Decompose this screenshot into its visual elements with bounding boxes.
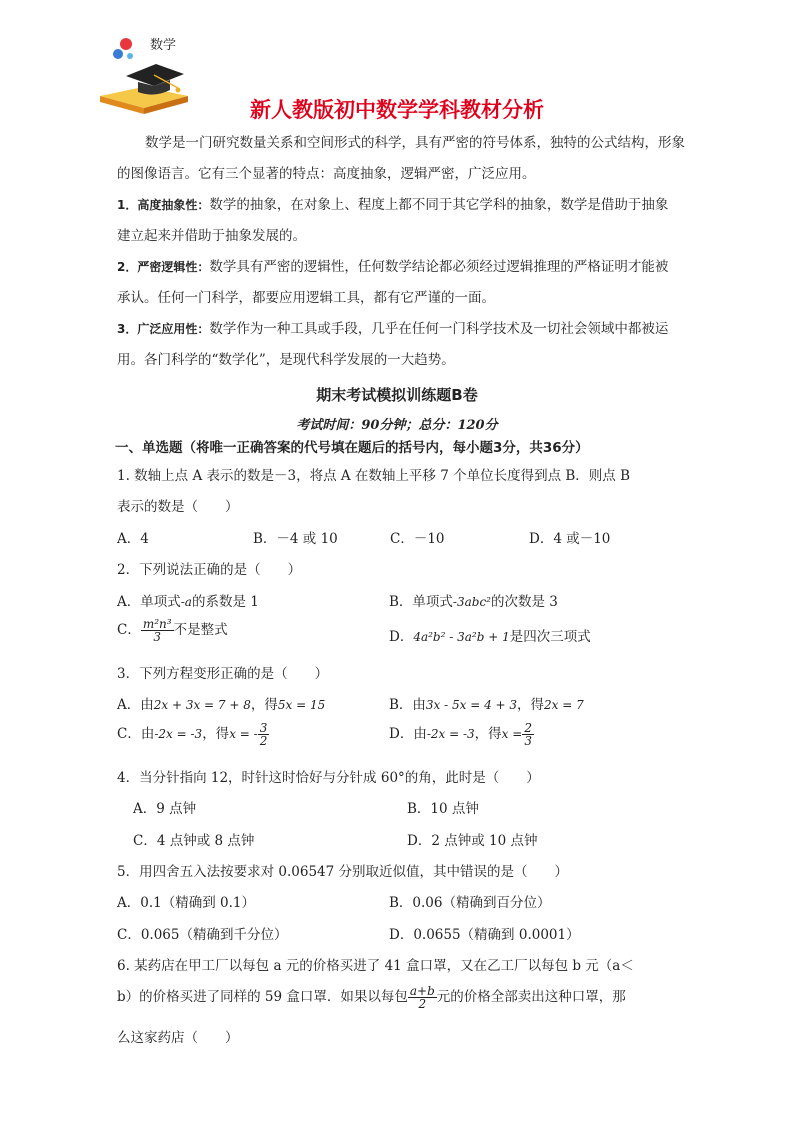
q2c-post: 不是整式 [173,622,228,638]
q2c-pre: C． [117,622,141,638]
q2a-math: -a [180,595,192,609]
q3b-pre: B．由 [389,697,426,713]
question-1-cont: 表示的数是（ ） [117,499,239,515]
feature-2-text: 数学具有严密的逻辑性，任何数学结论都必须经过逻辑推理的严格证明才能被 [209,259,669,275]
q3d-math: -2x = -3 [426,727,475,741]
question-5: 5．用四舍五入法按要求对 0.06547 分别取近似值，其中错误的是（ ） [117,864,568,880]
feature-3-head: 3．广泛应用性： [117,322,210,336]
question-3: 3．下列方程变形正确的是（ ） [117,666,329,682]
q3-option-d [389,722,534,747]
page-title: 新人教版初中数学学科教材分析 [250,98,544,122]
q5-option-d: D．0.0655（精确到 0.0001） [389,927,580,943]
q1-option-a: A．4 [117,531,149,547]
feature-1-head: 1．高度抽象性： [117,198,210,212]
q3b-mid: ，得 [517,697,545,713]
q3d-res: x = [501,727,523,741]
q3-option-a [117,693,325,713]
q3a-res: 5x = 15 [277,698,326,712]
q2b-math: -3abc² [452,595,491,609]
q2d-math: 4a²b² - 3a²b + 1 [413,630,510,644]
q3d-num: 2 [524,721,532,735]
feature-3 [117,314,701,345]
q6-den: 2 [418,997,427,1011]
q2c-den: 3 [153,630,162,644]
q3c-math: -2x = -3 [154,727,203,741]
exam-meta: 考试时间：90分钟；总分：120分 [296,418,498,433]
q3c-mid: ，得 [202,726,230,742]
q2c-num: m²n³ [142,617,172,631]
q2a-post: 的系数是 1 [191,594,259,610]
q6-pre: b）的价格买进了同样的 59 盒口罩．如果以每包 [117,989,408,1005]
q5-option-b: B．0.06（精确到百分位） [389,895,551,911]
q2-option-c [117,618,228,643]
q5-option-c: C．0.065（精确到千分位） [117,927,288,943]
section-heading: 一、单选题（将唯一正确答案的代号填在题后的括号内，每小题3分，共36分） [115,440,589,456]
q3c-num: 3 [259,721,268,735]
q3d-den: 3 [524,734,532,748]
q2d-pre: D． [389,629,414,645]
q3b-math: 3x - 5x = 4 + 3 [425,698,518,712]
q3c-den: 2 [259,734,268,748]
q1-option-c: C．－10 [390,531,445,547]
question-1: 1. 数轴上点 A 表示的数是－3，将点 A 在数轴上平移 7 个单位长度得到点 B．则点 B [117,468,631,484]
feature-2 [117,252,701,283]
q4-option-b: B．10 点钟 [407,801,479,817]
q3c-pre: C．由 [117,726,155,742]
q3a-math: 2x + 3x = 7 + 8 [153,698,251,712]
q3b-res: 2x = 7 [544,698,584,712]
q2d-post: 是四次三项式 [509,629,591,645]
question-6-cont [117,985,626,1010]
q4-option-d: D．2 点钟或 10 点钟 [407,833,538,849]
feature-1-text: 数学的抽象，在对象上、程度上都不同于其它学科的抽象，数学是借助于抽象 [209,197,669,213]
q3-option-c [117,722,269,747]
q2-option-d [389,625,591,645]
question-2: 2．下列说法正确的是（ ） [117,562,302,578]
q3a-pre: A．由 [117,697,154,713]
q3a-mid: ，得 [250,697,278,713]
q2b-post: 的次数是 3 [490,594,558,610]
feature-1-cont: 建立起来并借助于抽象发展的。 [117,228,306,244]
feature-2-head: 2．严密逻辑性： [117,260,210,274]
q2b-pre: B．单项式 [389,594,453,610]
exam-title: 期末考试模拟训练题B卷 [316,386,478,404]
q4-option-a: A．9 点钟 [133,801,197,817]
intro-paragraph: 数学是一门研究数量关系和空间形式的科学，具有严密的符号体系，独特的公式结构，形象 [145,135,685,151]
feature-3-text: 数学作为一种工具或手段，几乎在任何一门科学技术及一切社会领域中都被运 [209,321,669,337]
q2-option-b [389,590,558,610]
q5-option-a: A．0.1（精确到 0.1） [117,895,255,911]
question-4: 4．当分针指向 12，时针这时恰好与分针成 60°的角，此时是（ ） [117,770,540,786]
feature-3-cont: 用。各门科学的“数学化”，是现代科学发展的一大趋势。 [117,352,455,368]
q6-fraction [408,985,437,1010]
question-6-end: 么这家药店（ ） [117,1030,239,1046]
q1-option-d: D．4 或－10 [529,531,611,547]
q3d-mid: ，得 [474,726,502,742]
q3c-fraction [258,722,270,747]
logo-label: 数学 [150,38,177,53]
q2-option-a [117,590,259,610]
q3c-res: x = - [229,727,258,741]
intro-section [117,128,701,376]
q1-option-b: B．－4 或 10 [253,531,338,547]
q3-option-b [389,693,584,713]
q3d-fraction [522,722,534,747]
feature-1 [117,190,701,221]
q2c-fraction [141,618,174,643]
feature-2-cont: 承认。任何一门科学，都要应用逻辑工具，都有它严谨的一面。 [117,290,495,306]
intro-paragraph-cont: 的图像语言。它有三个显著的特点：高度抽象，逻辑严密，广泛应用。 [117,166,536,182]
q3d-pre: D．由 [389,726,427,742]
q4-option-c: C．4 点钟或 8 点钟 [133,833,255,849]
q2a-pre: A．单项式 [117,594,181,610]
q6-post: 元的价格全部卖出这种口罩，那 [436,989,626,1005]
question-6: 6. 某药店在甲工厂以每包 a 元的价格买进了 41 盒口罩，又在乙工厂以每包 b 元（a＜ [117,958,634,974]
q6-num: a+b [409,984,435,998]
